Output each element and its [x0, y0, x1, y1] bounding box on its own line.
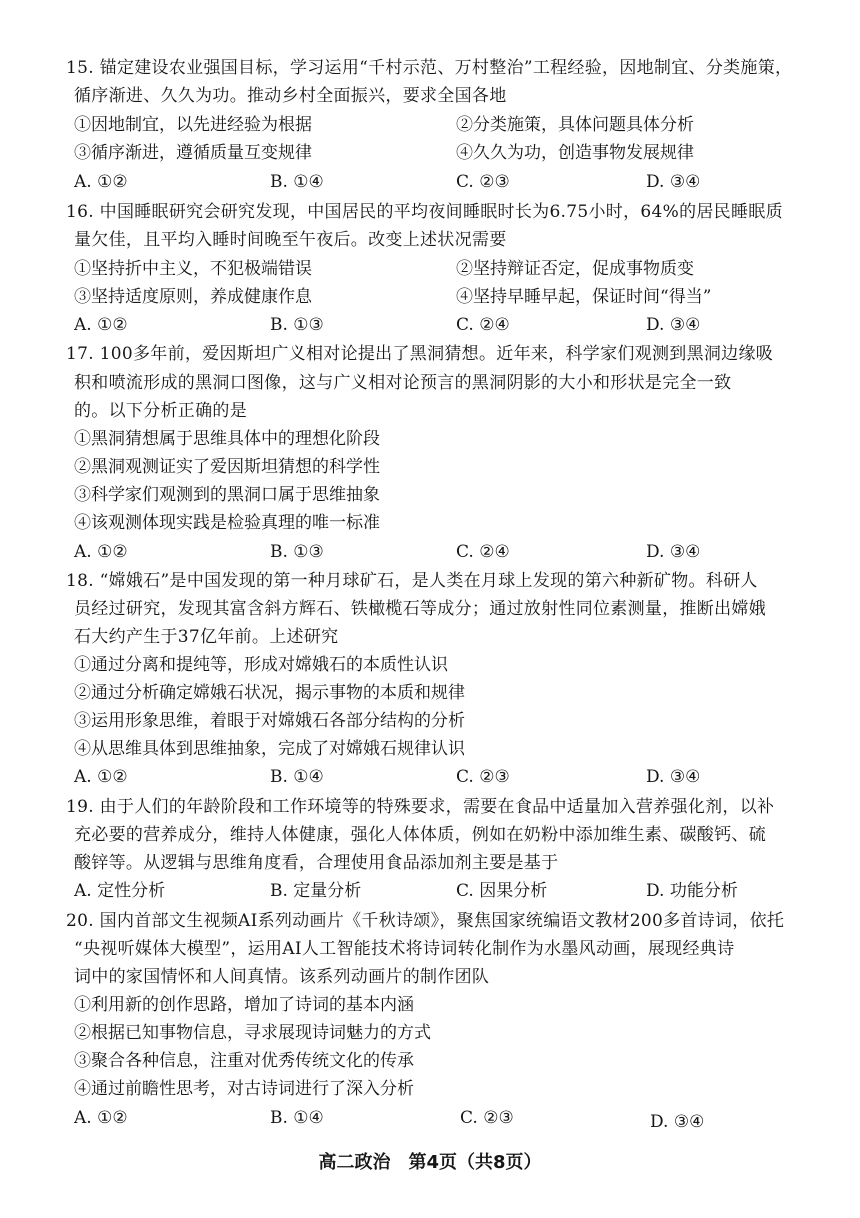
- answer-option-c: C. ②④: [456, 542, 510, 562]
- question-stem: 18. “嫦娥石”是中国发现的第一种月球矿石，是人类在月球上发现的第六种新矿物。科研人: [66, 571, 758, 591]
- answer-option-c: C. ②③: [456, 767, 510, 787]
- statement: ①通过分离和提纯等，形成对嫦娥石的本质性认识: [74, 655, 448, 675]
- statement: ④该观测体现实践是检验真理的唯一标准: [74, 513, 380, 533]
- statement: ④从思维具体到思维抽象，完成了对嫦娥石规律认识: [74, 739, 465, 759]
- answer-option-b: B. ①④: [270, 767, 324, 787]
- answer-option-d: D. 功能分析: [646, 881, 738, 901]
- answer-option-a: A. ①②: [74, 542, 128, 562]
- statement: ②根据已知事物信息，寻求展现诗词魅力的方式: [74, 1023, 431, 1043]
- question-stem: 16. 中国睡眠研究会研究发现，中国居民的平均夜间睡眠时长为6.75小时，64%的居民睡眠质: [66, 202, 783, 222]
- answer-option-d: D. ③④: [646, 767, 701, 787]
- question-stem: 循序渐进、久久为功。推动乡村全面振兴，要求全国各地: [74, 86, 507, 106]
- question-stem: 石大约产生于37亿年前。上述研究: [74, 627, 339, 647]
- answer-option-d: D. ③④: [646, 172, 701, 192]
- statement: ④坚持早睡早起，保证时间“得当”: [456, 287, 712, 307]
- question-stem: 17. 100多年前，爱因斯坦广义相对论提出了黑洞猜想。近年来，科学家们观测到黑洞边缘吸: [66, 344, 774, 364]
- question-stem: 20. 国内首部文生视频AI系列动画片《千秋诗颂》，聚焦国家统编语文教材200多首诗词，依托: [66, 911, 785, 931]
- statement: ④久久为功，创造事物发展规律: [456, 143, 694, 163]
- statement: ③循序渐进，遵循质量互变规律: [74, 143, 312, 163]
- statement: ③坚持适度原则，养成健康作息: [74, 287, 312, 307]
- answer-option-a: A. ①②: [74, 767, 128, 787]
- answer-option-d: D. ③④: [646, 315, 701, 335]
- answer-option-a: A. 定性分析: [74, 881, 166, 901]
- question-stem: 量欠佳，且平均入睡时间晚至午夜后。改变上述状况需要: [74, 230, 507, 250]
- statement: ④通过前瞻性思考，对古诗词进行了深入分析: [74, 1079, 414, 1099]
- question-stem: “央视听媒体大模型”，运用AI人工智能技术将诗词转化制作为水墨风动画，展现经典诗: [74, 939, 735, 959]
- statement: ③科学家们观测到的黑洞口属于思维抽象: [74, 485, 380, 505]
- answer-option-c: C. ②③: [456, 172, 510, 192]
- answer-option-b: B. ①④: [270, 1108, 324, 1128]
- statement: ①利用新的创作思路，增加了诗词的基本内涵: [74, 995, 414, 1015]
- question-stem: 积和喷流形成的黑洞口图像，这与广义相对论预言的黑洞阴影的大小和形状是完全一致: [74, 373, 732, 393]
- answer-option-b: B. ①④: [270, 172, 324, 192]
- statement: ②通过分析确定嫦娥石状况，揭示事物的本质和规律: [74, 683, 465, 703]
- statement: ①黑洞猜想属于思维具体中的理想化阶段: [74, 429, 380, 449]
- answer-option-c: C. 因果分析: [456, 881, 548, 901]
- answer-option-b: B. ①③: [270, 315, 324, 335]
- statement: ②黑洞观测证实了爱因斯坦猜想的科学性: [74, 457, 380, 477]
- question-stem: 酸锌等。从逻辑与思维角度看，合理使用食品添加剂主要是基于: [74, 853, 559, 873]
- answer-option-a: A. ①②: [74, 315, 128, 335]
- page-footer: 高二政治 第4页（共8页）: [318, 1152, 542, 1173]
- statement: ①坚持折中主义，不犯极端错误: [74, 259, 312, 279]
- answer-option-d: D. ③④: [650, 1112, 705, 1132]
- statement: ③聚合各种信息，注重对优秀传统文化的传承: [74, 1051, 414, 1071]
- answer-option-b: B. 定量分析: [270, 881, 362, 901]
- question-stem: 19. 由于人们的年龄阶段和工作环境等的特殊要求，需要在食品中适量加入营养强化剂，以补: [66, 797, 775, 817]
- question-stem: 的。以下分析正确的是: [74, 401, 247, 421]
- answer-option-a: A. ①②: [74, 172, 128, 192]
- statement: ①因地制宜，以先进经验为根据: [74, 115, 312, 135]
- answer-option-a: A. ①②: [74, 1108, 128, 1128]
- statement: ②分类施策，具体问题具体分析: [456, 115, 694, 135]
- question-stem: 员经过研究，发现其富含斜方辉石、铁橄榄石等成分；通过放射性同位素测量，推断出嫦娥: [74, 599, 766, 619]
- question-stem: 充必要的营养成分，维持人体健康，强化人体体质，例如在奶粉中添加维生素、碳酸钙、硫: [74, 825, 766, 845]
- answer-option-c: C. ②③: [460, 1108, 514, 1128]
- statement: ②坚持辩证否定，促成事物质变: [456, 259, 694, 279]
- question-stem: 15. 锚定建设农业强国目标，学习运用“千村示范、万村整治”工程经验，因地制宜、分类施策，: [66, 58, 793, 78]
- answer-option-c: C. ②④: [456, 315, 510, 335]
- question-stem: 词中的家国情怀和人间真情。该系列动画片的制作团队: [74, 967, 490, 987]
- answer-option-b: B. ①③: [270, 542, 324, 562]
- answer-option-d: D. ③④: [646, 542, 701, 562]
- statement: ③运用形象思维，着眼于对嫦娥石各部分结构的分析: [74, 711, 465, 731]
